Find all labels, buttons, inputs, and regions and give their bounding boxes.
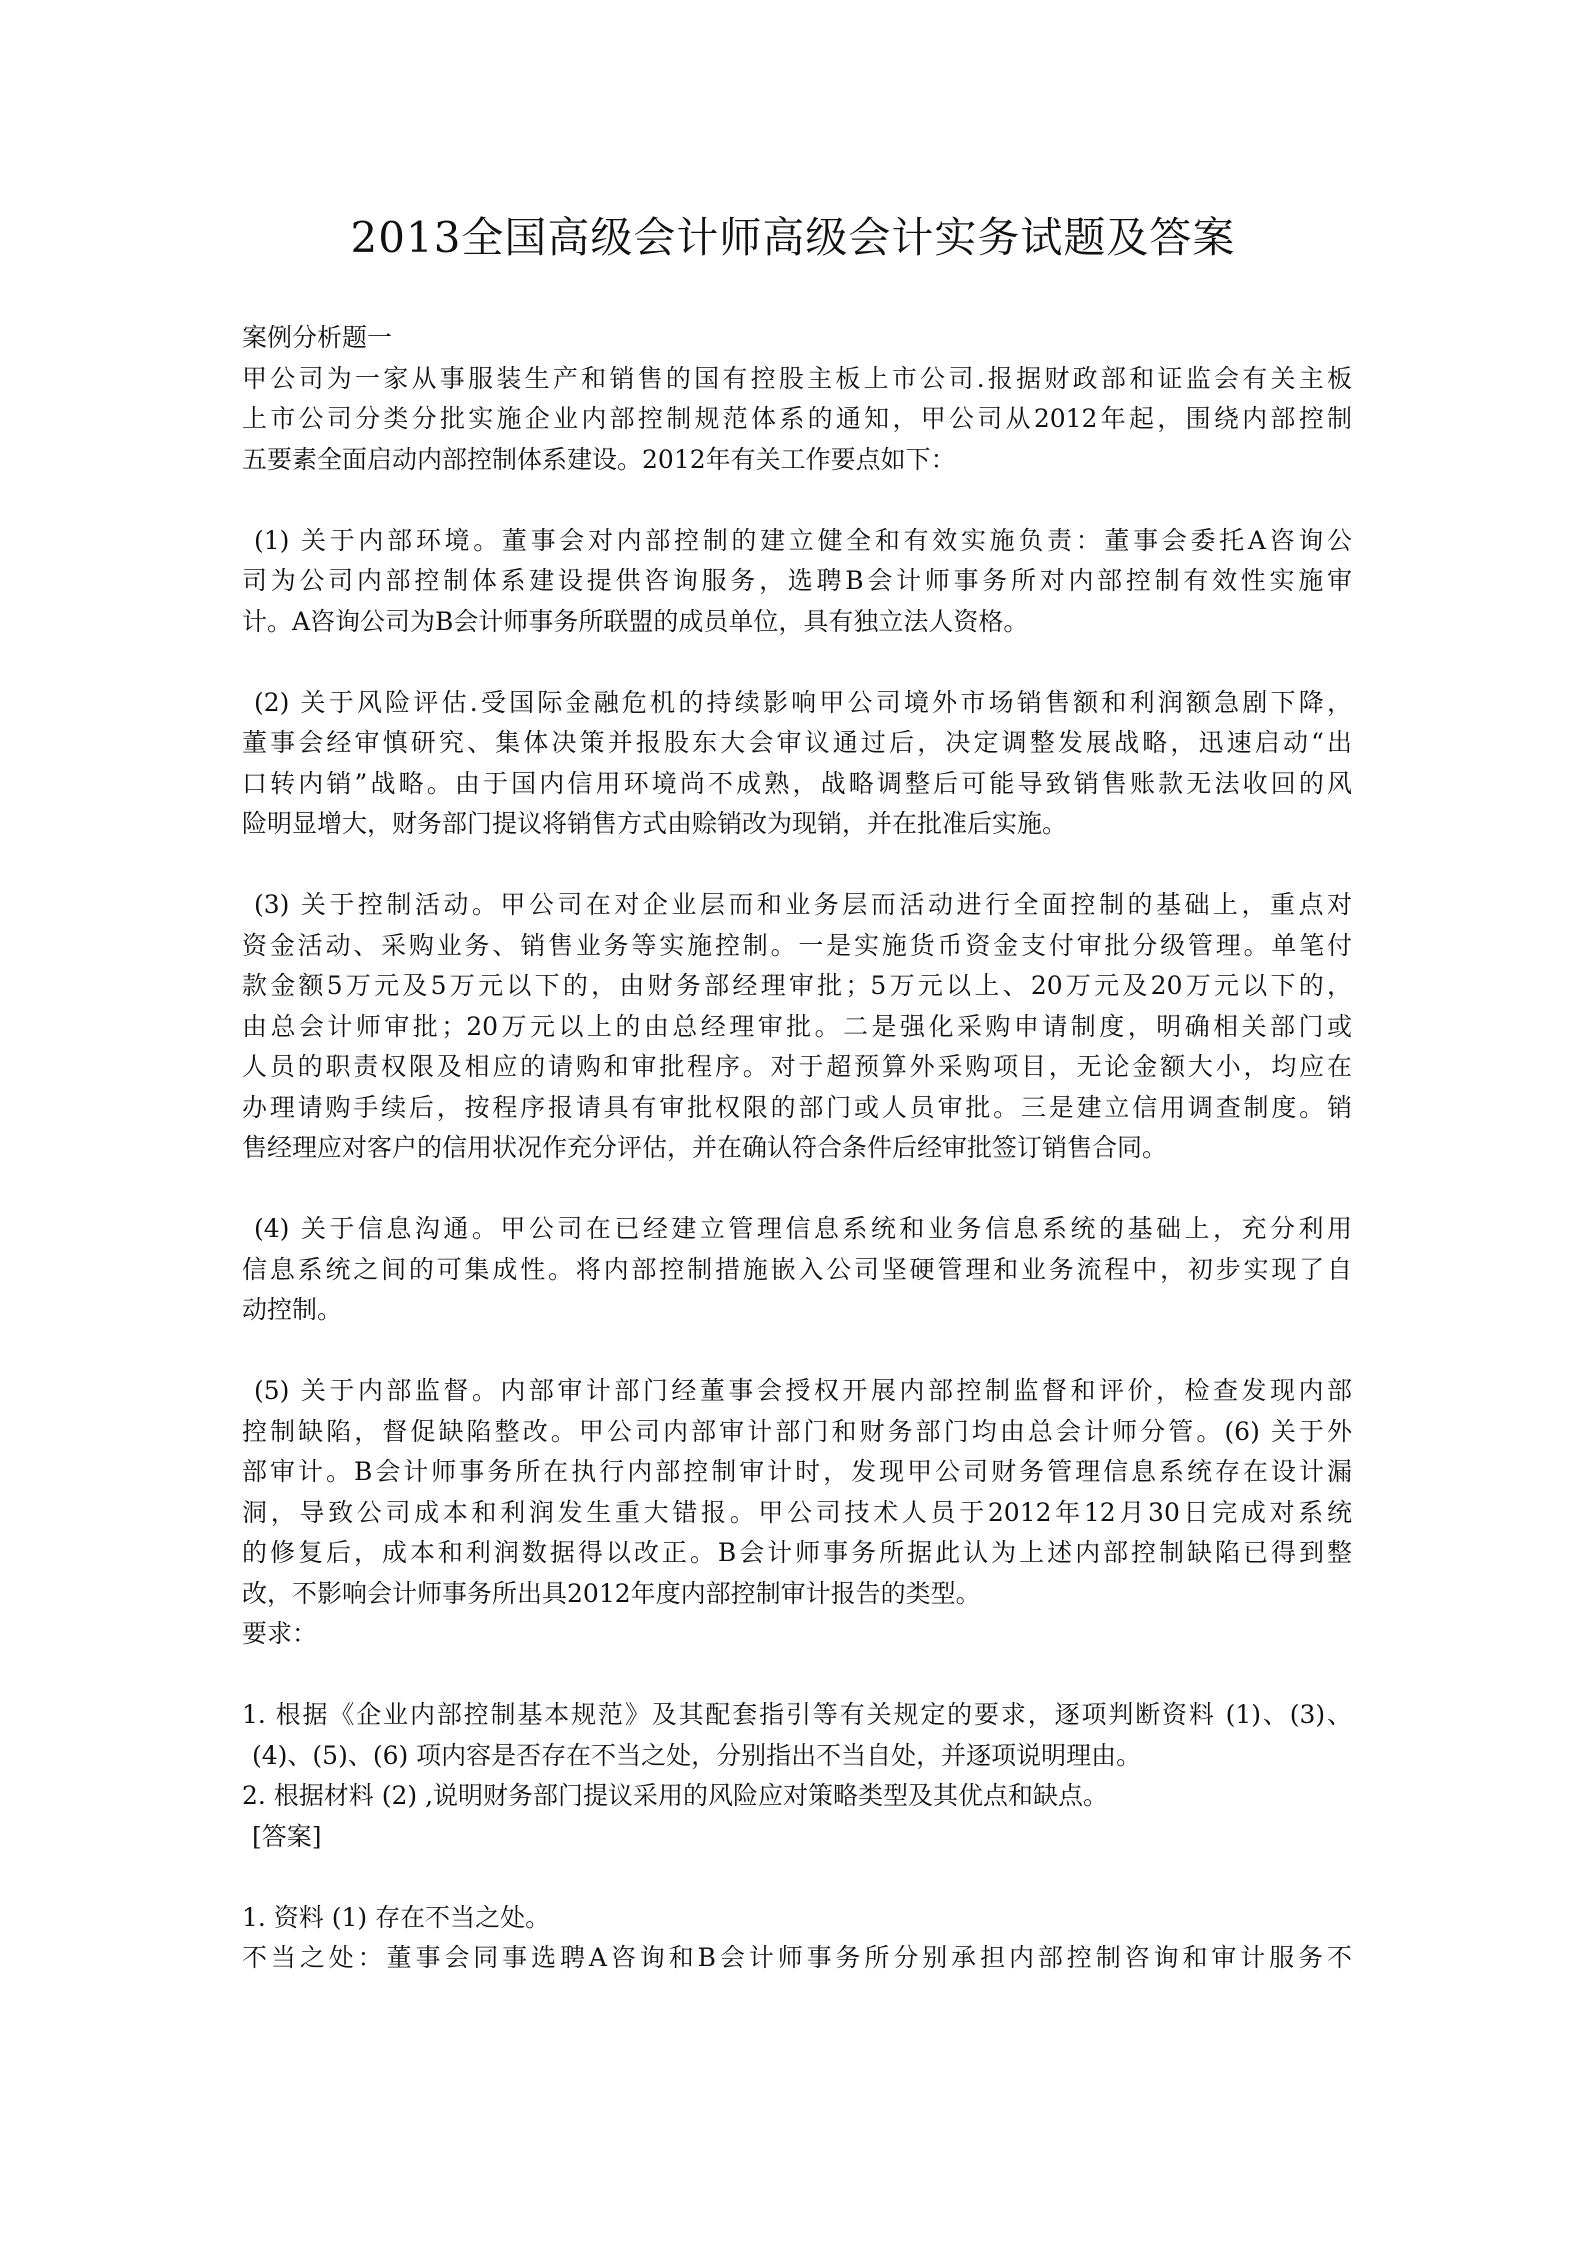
- paragraph-gap: [242, 480, 1352, 521]
- item4-line-1: (4) 关于信息沟通。甲公司在已经建立管理信息系统和业务信息系统的基础上，充分利用: [254, 1214, 1352, 1243]
- paragraph-gap: [242, 845, 1352, 886]
- paragraph-gap: [242, 1169, 1352, 1210]
- case-heading: 案例分析题一: [242, 323, 393, 352]
- item5-line-6: 改，不影响会计师事务所出具2012年度内部控制审计报告的类型。: [242, 1578, 981, 1608]
- item2-line-3: 口转内销”战略。由于国内信用环境尚不成熟，战略调整后可能导致销售账款无法收回的风: [242, 768, 1352, 798]
- document-title: 2013全国高级会计师高级会计实务试题及答案: [350, 213, 1236, 262]
- item5-line-2: 控制缺陷，督促缺陷整改。甲公司内部审计部门和财务部门均由总会计师分管。(6) 关于外: [242, 1416, 1352, 1446]
- item2-line-1: (2) 关于风险评估.受国际金融危机的持续影响甲公司境外市场销售额和利润额急剧下降，: [254, 687, 1352, 717]
- item5-line-5: 的修复后，成本和利润数据得以改正。B会计师事务所据此认为上述内部控制缺陷已得到整: [242, 1538, 1352, 1567]
- item1-line-2: 司为公司内部控制体系建设提供咨询服务，选聘B会计师事务所对内部控制有效性实施审: [242, 566, 1352, 595]
- item5-line-1: (5) 关于内部监督。内部审计部门经董事会授权开展内部控制监督和评价，检查发现内部: [254, 1376, 1352, 1405]
- answer-line-2: 不当之处：董事会同事选聘A咨询和B会计师事务所分别承担内部控制咨询和审计服务不: [242, 1943, 1352, 1972]
- requirement-1-line-2: (4)、(5)、(6) 项内容是否存在不当之处，分别指出不当自处，并逐项说明理由。: [252, 1740, 1142, 1770]
- item5-line-3: 部审计。B会计师事务所在执行内部控制审计时，发现甲公司财务管理信息系统存在设计漏: [242, 1457, 1352, 1486]
- paragraph-gap: [242, 1655, 1352, 1696]
- item3-line-5: 人员的职责权限及相应的请购和审批程序。对于超预算外采购项目，无论金额大小，均应在: [242, 1052, 1352, 1081]
- intro-line-3: 五要素全面启动内部控制体系建设。2012年有关工作要点如下：: [242, 444, 956, 474]
- answer-label: [答案]: [252, 1821, 322, 1851]
- intro-line-2: 上市公司分类分批实施企业内部控制规范体系的通知，甲公司从2012年起，围绕内部控制: [242, 404, 1352, 433]
- requirement-2: 2. 根据材料 (2) ,说明财务部门提议采用的风险应对策略类型及其优点和缺点。: [242, 1781, 1109, 1810]
- paragraph-gap: [242, 1331, 1352, 1372]
- item2-line-4: 险明显增大，财务部门提议将销售方式由赊销改为现销，并在批准后实施。: [242, 809, 1068, 838]
- item1-line-3: 计。A咨询公司为B会计师事务所联盟的成员单位，具有独立法人资格。: [242, 606, 1029, 636]
- item3-line-4: 由总会计师审批；20万元以上的由总经理审批。二是强化采购申请制度，明确相关部门或: [242, 1011, 1352, 1041]
- requirement-1-line-1: 1. 根据《企业内部控制基本规范》及其配套指引等有关规定的要求，逐项判断资料 (1)、(3)、: [242, 1700, 1352, 1729]
- paragraph-gap: [242, 1857, 1352, 1898]
- paragraph-gap: [242, 642, 1352, 683]
- item3-line-3: 款金额5万元及5万元以下的，由财务部经理审批；5万元以上、20万元及20万元以下的，: [242, 971, 1352, 1000]
- item3-line-1: (3) 关于控制活动。甲公司在对企业层而和业务层而活动进行全面控制的基础上，重点对: [254, 890, 1352, 919]
- item4-line-3: 动控制。: [242, 1295, 343, 1324]
- item1-line-1: (1) 关于内部环境。董事会对内部控制的建立健全和有效实施负责：董事会委托A咨询公: [254, 525, 1352, 555]
- document-body: [242, 318, 1352, 1979]
- answer-line-1: 1. 资料 (1) 存在不当之处。: [242, 1902, 551, 1932]
- item3-line-6: 办理请购手续后，按程序报请具有审批权限的部门或人员审批。三是建立信用调查制度。销: [242, 1092, 1352, 1122]
- requirements-label: 要求：: [242, 1619, 318, 1648]
- item5-line-4: 洞，导致公司成本和利润发生重大错报。甲公司技术人员于2012年12月30日完成对系统: [242, 1497, 1352, 1527]
- item3-line-2: 资金活动、采购业务、销售业务等实施控制。一是实施货币资金支付审批分级管理。单笔付: [242, 930, 1352, 960]
- item2-line-2: 董事会经审慎研究、集体决策并报股东大会审议通过后，决定调整发展战略，迅速启动“出: [242, 728, 1352, 757]
- item3-line-7: 售经理应对客户的信用状况作充分评估，并在确认符合条件后经审批签订销售合同。: [242, 1133, 1168, 1162]
- item4-line-2: 信息系统之间的可集成性。将内部控制措施嵌入公司坚硬管理和业务流程中，初步实现了自: [242, 1254, 1352, 1284]
- intro-line-1: 甲公司为一家从事服装生产和销售的国有控股主板上市公司.报据财政部和证监会有关主板: [242, 363, 1352, 393]
